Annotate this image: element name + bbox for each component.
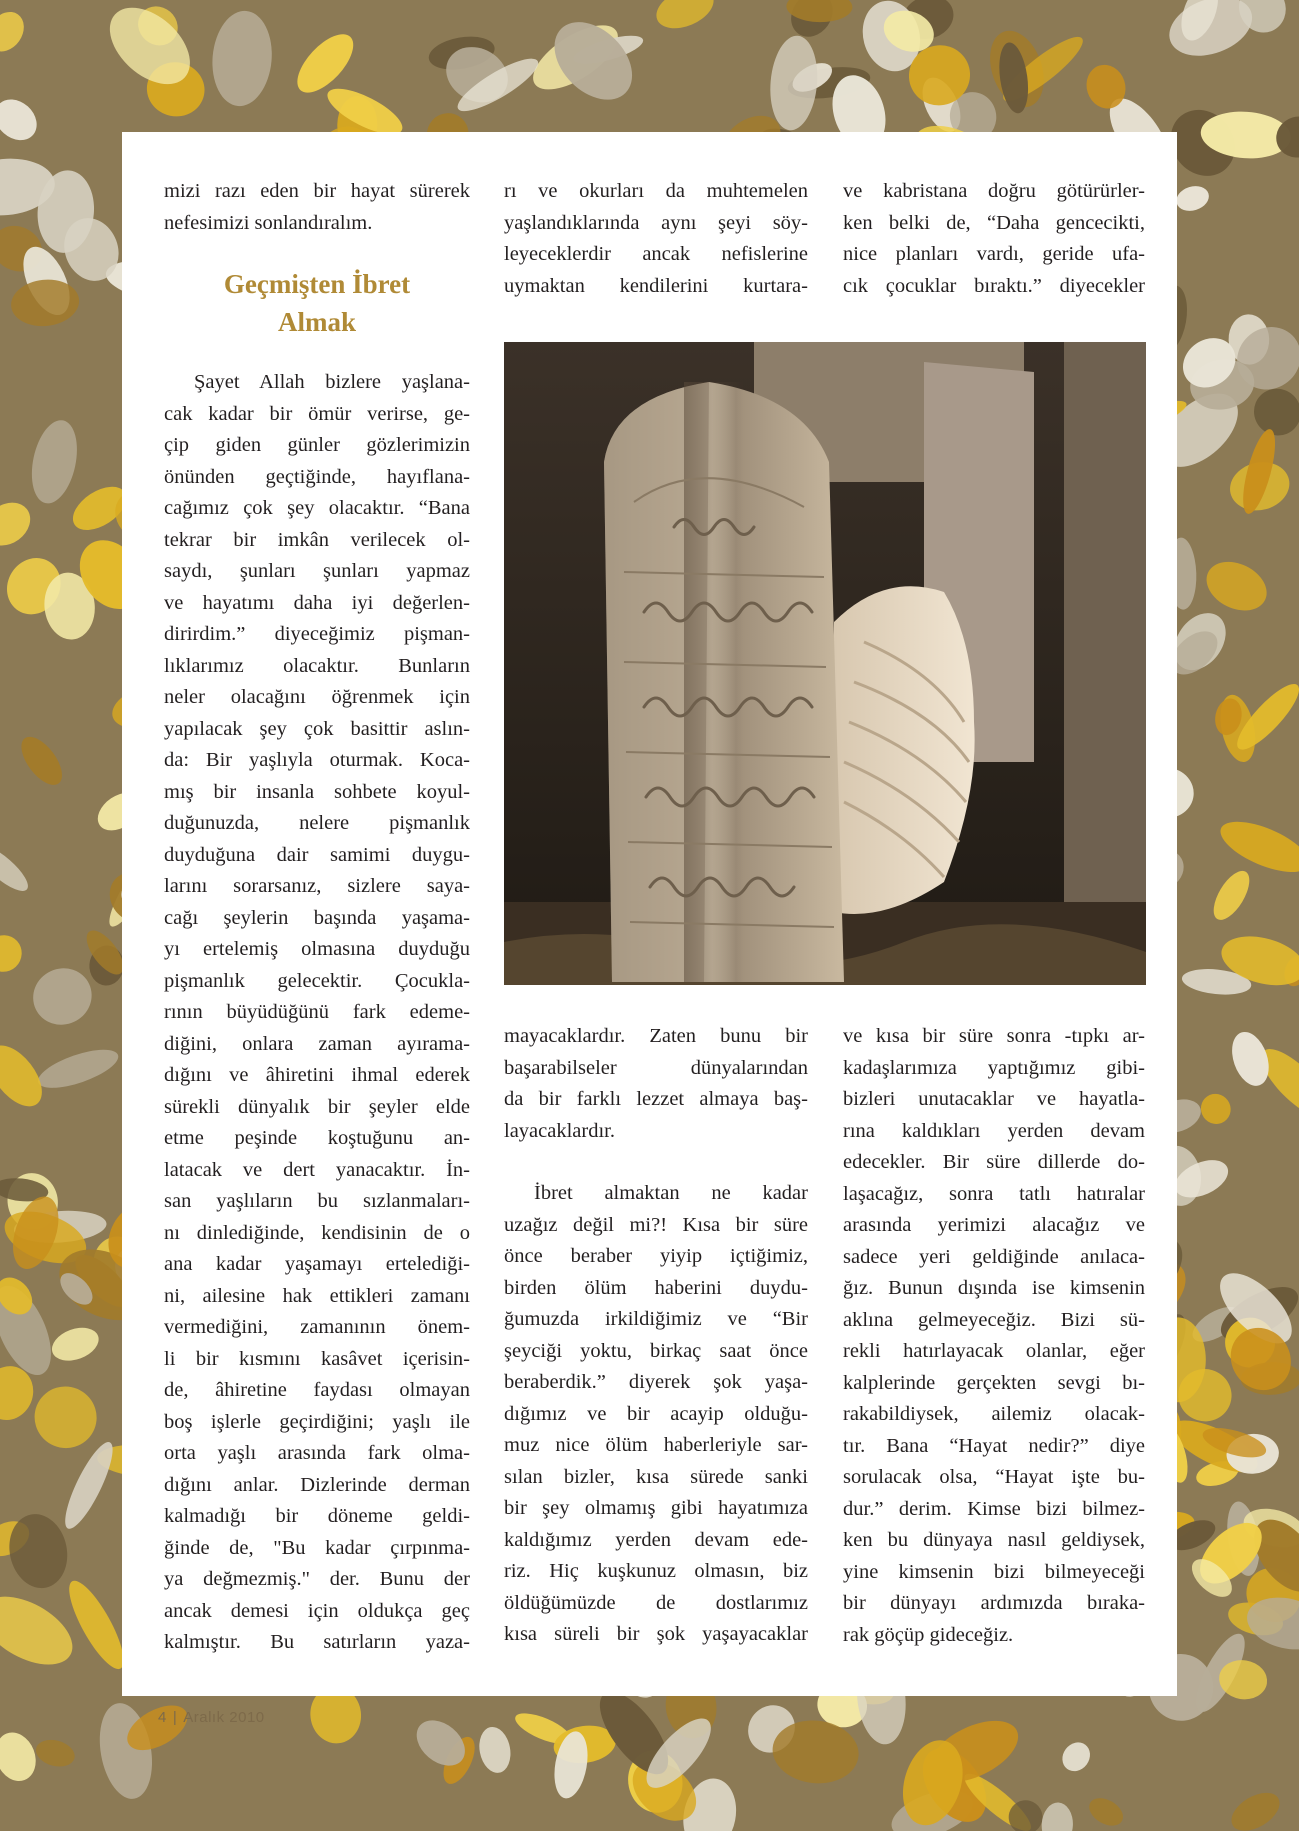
section-heading bbox=[164, 265, 470, 341]
text-line: başarabilseler dünyalarından bbox=[504, 1056, 808, 1079]
text-line: dirirdim.” diyeceğimiz pişman- bbox=[164, 623, 470, 645]
text-line: nice planları vardı, geride ufa- bbox=[843, 243, 1145, 265]
text-line: da: Bir yaşlıyla oturmak. Koca- bbox=[164, 749, 470, 771]
text-line: lıklarımız olacaktır. Bunların bbox=[164, 654, 470, 677]
text-line: sılan bizler, kısa sürede sanki bbox=[504, 1465, 808, 1488]
text-line: kaldığımız yerden devam ede- bbox=[504, 1528, 808, 1551]
text-line: rak göçüp gideceğiz. bbox=[843, 1623, 1014, 1646]
page-footer bbox=[158, 1709, 265, 1726]
text-line: rına kaldıkları yerden devam bbox=[843, 1119, 1145, 1142]
text-line: cağı şeylerin başında yaşama- bbox=[164, 906, 470, 929]
text-line: rekli hatırlayacak olanlar, eğer bbox=[843, 1340, 1145, 1362]
text-line: cak kadar bir ömür verirse, ge- bbox=[164, 402, 470, 425]
text-line: sürekli dünyalık bir şeyler elde bbox=[164, 1095, 470, 1118]
page-number: 4 bbox=[158, 1709, 167, 1726]
text-line: ğumuzda irkildiğimiz ve “Bir bbox=[504, 1308, 808, 1330]
text-line: bir dünyayı ardımızda bıraka- bbox=[843, 1592, 1145, 1614]
text-line: ya değmezmiş." der. Bunu der bbox=[164, 1568, 470, 1590]
text-line: sadece yeri geldiğinde anılaca- bbox=[843, 1245, 1145, 1268]
heading-line: Almak bbox=[277, 307, 356, 337]
text-line: çip giden günler gözlerimizin bbox=[164, 434, 470, 456]
text-line: öldüğümüzde de dostlarımız bbox=[504, 1591, 808, 1614]
text-line: duğunuzda, nelere pişmanlık bbox=[164, 812, 470, 834]
text-line: saydı, şunları şunları yapmaz bbox=[164, 560, 470, 582]
text-line: İbret almaktan ne kadar bbox=[534, 1182, 808, 1204]
text-line: mayacaklardır. Zaten bunu bir bbox=[504, 1025, 808, 1047]
text-line: kısa süreli bir şok yaşayacaklar bbox=[504, 1623, 808, 1645]
column-2-bottom bbox=[504, 1021, 808, 1651]
column-2-top bbox=[504, 176, 808, 302]
text-line: bizleri unutacaklar ve hayatla- bbox=[843, 1088, 1145, 1110]
text-line: ve hayatımı daha iyi değerlen- bbox=[164, 591, 470, 614]
text-line: yapılacak şey çok basittir aslın- bbox=[164, 717, 470, 740]
footer-separator: | bbox=[172, 1709, 178, 1726]
text-line: cık çocuklar bıraktı.” diyecekler bbox=[843, 274, 1145, 297]
text-line: tır. Bana “Hayat nedir?” diye bbox=[843, 1434, 1145, 1457]
text-line: ken belki de, “Daha gencecikti, bbox=[843, 211, 1145, 234]
text-line: ken bu dünyaya nasıl geldiysek, bbox=[843, 1529, 1145, 1551]
text-line: sorulacak olsa, “Hayat işte bu- bbox=[843, 1466, 1145, 1488]
column-1-continuation bbox=[164, 176, 470, 239]
text-line: ve kısa bir süre sonra -tıpkı ar- bbox=[843, 1025, 1145, 1047]
text-line: rı ve okurları da muhtemelen bbox=[504, 180, 808, 202]
text-line: ni, ailesine hak ettikleri zamanı bbox=[164, 1284, 470, 1307]
text-line: arasında yerimizi alacağız ve bbox=[843, 1214, 1145, 1236]
text-line: kalmıştır. Bu satırların yaza- bbox=[164, 1631, 470, 1653]
column-3-bottom bbox=[843, 1021, 1145, 1651]
text-line: dığımız ve bir acayip olduğu- bbox=[504, 1402, 808, 1425]
text-line: ancak demesi için oldukça geç bbox=[164, 1599, 470, 1622]
text-line: riz. Hiç kuşkunuz olmasın, biz bbox=[504, 1560, 808, 1582]
text-line: da bir farklı lezzet almaya baş- bbox=[504, 1088, 808, 1110]
text-line: rakabildiysek, ailemiz olacak- bbox=[843, 1403, 1145, 1425]
text-line: ğinde de, "Bu kadar çırpınma- bbox=[164, 1536, 470, 1559]
text-line: yı ertelemiş olmasına duyduğu bbox=[164, 938, 470, 960]
text-line: bir şey olmamış gibi hayatımıza bbox=[504, 1497, 808, 1519]
text-line: uzağız değil mi?! Kısa bir süre bbox=[504, 1213, 808, 1236]
text-line: cağımız çok şey olacaktır. “Bana bbox=[164, 497, 470, 519]
gravestone-photo bbox=[504, 342, 1146, 985]
issue-date: Aralık 2010 bbox=[183, 1709, 265, 1726]
text-line: etme peşinde koştuğunu an- bbox=[164, 1127, 470, 1149]
text-line: boş işlerle geçirdiğini; yaşlı ile bbox=[164, 1410, 470, 1433]
text-line: orta yaşlı arasında fark olma- bbox=[164, 1442, 470, 1464]
text-line: dığını ve âhiretini ihmal ederek bbox=[164, 1064, 470, 1086]
text-line: beraberdik.” diyerek şok yaşa- bbox=[504, 1371, 808, 1393]
text-line: ğız. Bunun dışında ise kimsenin bbox=[843, 1277, 1145, 1299]
text-line: kalmadığı bir döneme geldi- bbox=[164, 1505, 470, 1527]
text-line: neler olacağını öğrenmek için bbox=[164, 686, 470, 708]
text-line: rının büyüdüğünü fark edeme- bbox=[164, 1001, 470, 1023]
text-line: kalplerinde gerçekten sevgi bı- bbox=[843, 1371, 1145, 1394]
text-line: önce beraber yiyip içtiğimiz, bbox=[504, 1245, 808, 1267]
text-line: nefesimizi sonlandıralım. bbox=[164, 211, 373, 234]
text-line: yine kimsenin bizi bilmeyeceği bbox=[843, 1560, 1145, 1583]
heading-line: Geçmişten İbret bbox=[223, 269, 411, 299]
text-line: layacaklardır. bbox=[504, 1119, 615, 1142]
text-line: pişmanlık gelecektir. Çocukla- bbox=[164, 969, 470, 992]
text-line: leyeceklerdir ancak nefislerine bbox=[504, 243, 808, 265]
text-line: ve kabristana doğru götürürler- bbox=[843, 180, 1145, 202]
text-line: latacak ve dert yanacaktır. İn- bbox=[164, 1158, 470, 1181]
column-3-top bbox=[843, 176, 1145, 302]
text-line: duyduğuna dair samimi duygu- bbox=[164, 843, 470, 866]
column-1-body bbox=[164, 367, 470, 1659]
text-line: dur.” derim. Kimse bizi bilmez- bbox=[843, 1497, 1145, 1520]
text-line: birden ölüm haberini duydu- bbox=[504, 1276, 808, 1299]
text-line: san yaşlıların bu sızlanmaları- bbox=[164, 1190, 470, 1212]
text-line: yaşlandıklarında aynı şeyi söy- bbox=[504, 211, 808, 234]
text-line: vermediğini, zamanının önem- bbox=[164, 1316, 470, 1338]
text-line: kadaşlarımıza yaptığımız gibi- bbox=[843, 1056, 1145, 1079]
text-line: de, âhiretine faydası olmayan bbox=[164, 1379, 470, 1401]
text-line: ana kadar yaşamayı ertelediği- bbox=[164, 1253, 470, 1275]
text-line: diğini, onlara zaman ayırama- bbox=[164, 1032, 470, 1055]
text-line: edecekler. Bir süre dillerde do- bbox=[843, 1151, 1145, 1173]
text-line: aklına gelmeyeceğiz. Bizi sü- bbox=[843, 1308, 1145, 1331]
text-line: muz nice ölüm haberleriyle sar- bbox=[504, 1434, 808, 1456]
text-line: nı dinlediğinde, kendisinin de o bbox=[164, 1221, 470, 1244]
text-line: dığını anlar. Dizlerinde derman bbox=[164, 1473, 470, 1496]
text-line: uymaktan kendilerini kurtara- bbox=[504, 274, 808, 297]
column-1 bbox=[164, 176, 470, 1659]
text-line: mış bir insanla sohbete koyul- bbox=[164, 780, 470, 803]
text-line: şeyciği yoktu, birkaç saat önce bbox=[504, 1339, 808, 1362]
text-line: Şayet Allah bizlere yaşlana- bbox=[194, 371, 470, 393]
text-line: önünden geçtiğinde, hayıflana- bbox=[164, 465, 470, 488]
text-line: laşacağız, sonra tatlı hatıralar bbox=[843, 1182, 1145, 1205]
text-line: mizi razı eden bir hayat sürerek bbox=[164, 180, 470, 202]
text-line: li bir kısmını kasâvet içerisin- bbox=[164, 1347, 470, 1370]
text-line: larını sorarsanız, sizlere saya- bbox=[164, 875, 470, 897]
text-line: tekrar bir imkân verilecek ol- bbox=[164, 528, 470, 551]
